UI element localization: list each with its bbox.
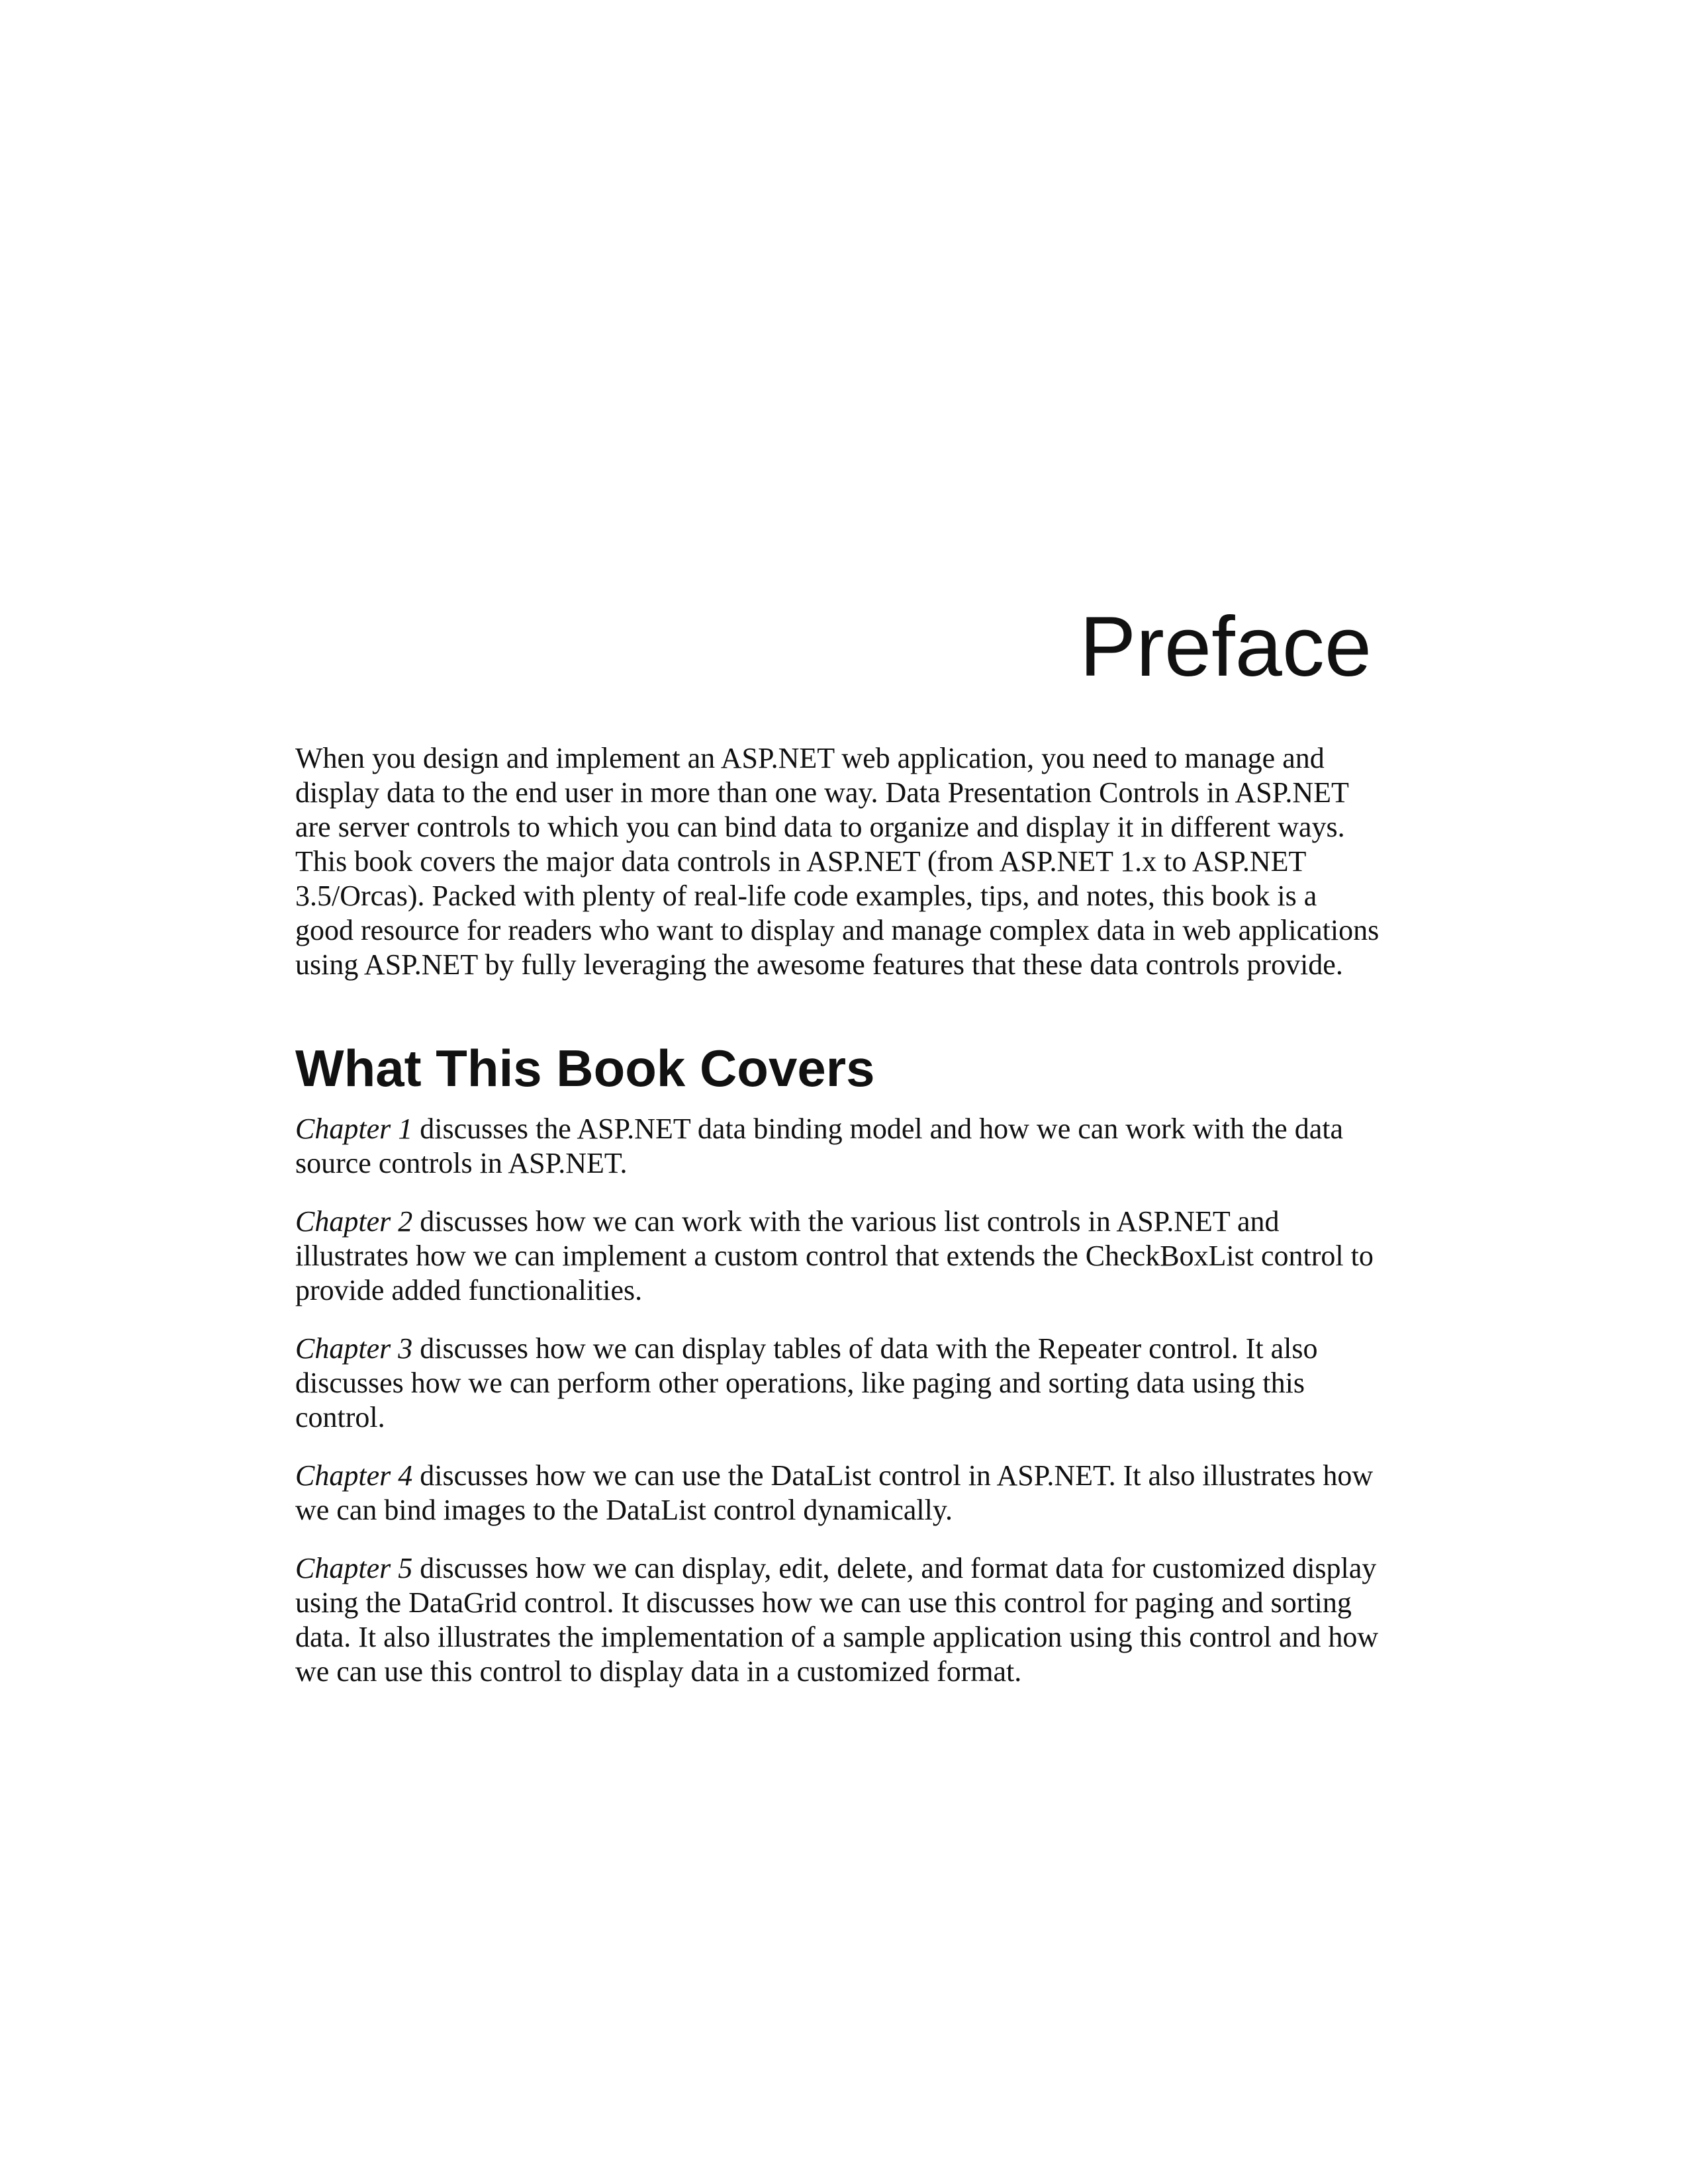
page-title: Preface [1079, 600, 1372, 694]
chapter-paragraph-1 [295, 1112, 1381, 1181]
chapter-text-3: discusses how we can display tables of data with the Repeater control. It also discusses how we can perform other operations, like paging and sorting data using this control. [295, 1332, 1318, 1433]
chapter-text-5: discusses how we can display, edit, delete, and format data for customized display using the DataGrid control. It discusses how we can use this control for paging and sorting data. It also illustrates the implementation of a sample application using this control and how we can use this control to display data in a customized format. [295, 1551, 1379, 1688]
chapter-paragraph-2 [295, 1205, 1381, 1308]
chapter-paragraph-4 [295, 1459, 1381, 1527]
chapter-ref-1: Chapter 1 [295, 1112, 413, 1145]
chapter-paragraph-5 [295, 1551, 1381, 1689]
chapter-text-2: discusses how we can work with the various list controls in ASP.NET and illustrates how we can implement a custom control that extends the CheckBoxList control to provide added functionalities. [295, 1205, 1374, 1306]
chapter-ref-5: Chapter 5 [295, 1551, 413, 1584]
page-content [295, 741, 1381, 1713]
intro-paragraph: When you design and implement an ASP.NET web application, you need to manage and display data to the end user in more than one way. Data Presentation Controls in ASP.NET are server controls to which you can bind data to organize and display it in different ways. This book covers the major data controls in ASP.NET (from ASP.NET 1.x to ASP.NET 3.5/Orcas). Packed with plenty of real-life code examples, tips, and notes, this book is a good resource for readers who want to display and manage complex data in web applications using ASP.NET by fully leveraging the awesome features that these data controls provide. [295, 742, 1380, 981]
chapter-ref-2: Chapter 2 [295, 1205, 413, 1238]
intro-section [295, 741, 1381, 982]
chapter-list [295, 1112, 1381, 1689]
chapter-paragraph-3 [295, 1332, 1381, 1435]
chapter-ref-4: Chapter 4 [295, 1459, 413, 1492]
chapter-text-4: discusses how we can use the DataList control in ASP.NET. It also illustrates how we can bind images to the DataList control dynamically. [295, 1459, 1374, 1526]
chapter-ref-3: Chapter 3 [295, 1332, 413, 1365]
section-heading: What This Book Covers [295, 1039, 875, 1097]
chapter-text-1: discusses the ASP.NET data binding model and how we can work with the data source controls in ASP.NET. [295, 1112, 1343, 1179]
